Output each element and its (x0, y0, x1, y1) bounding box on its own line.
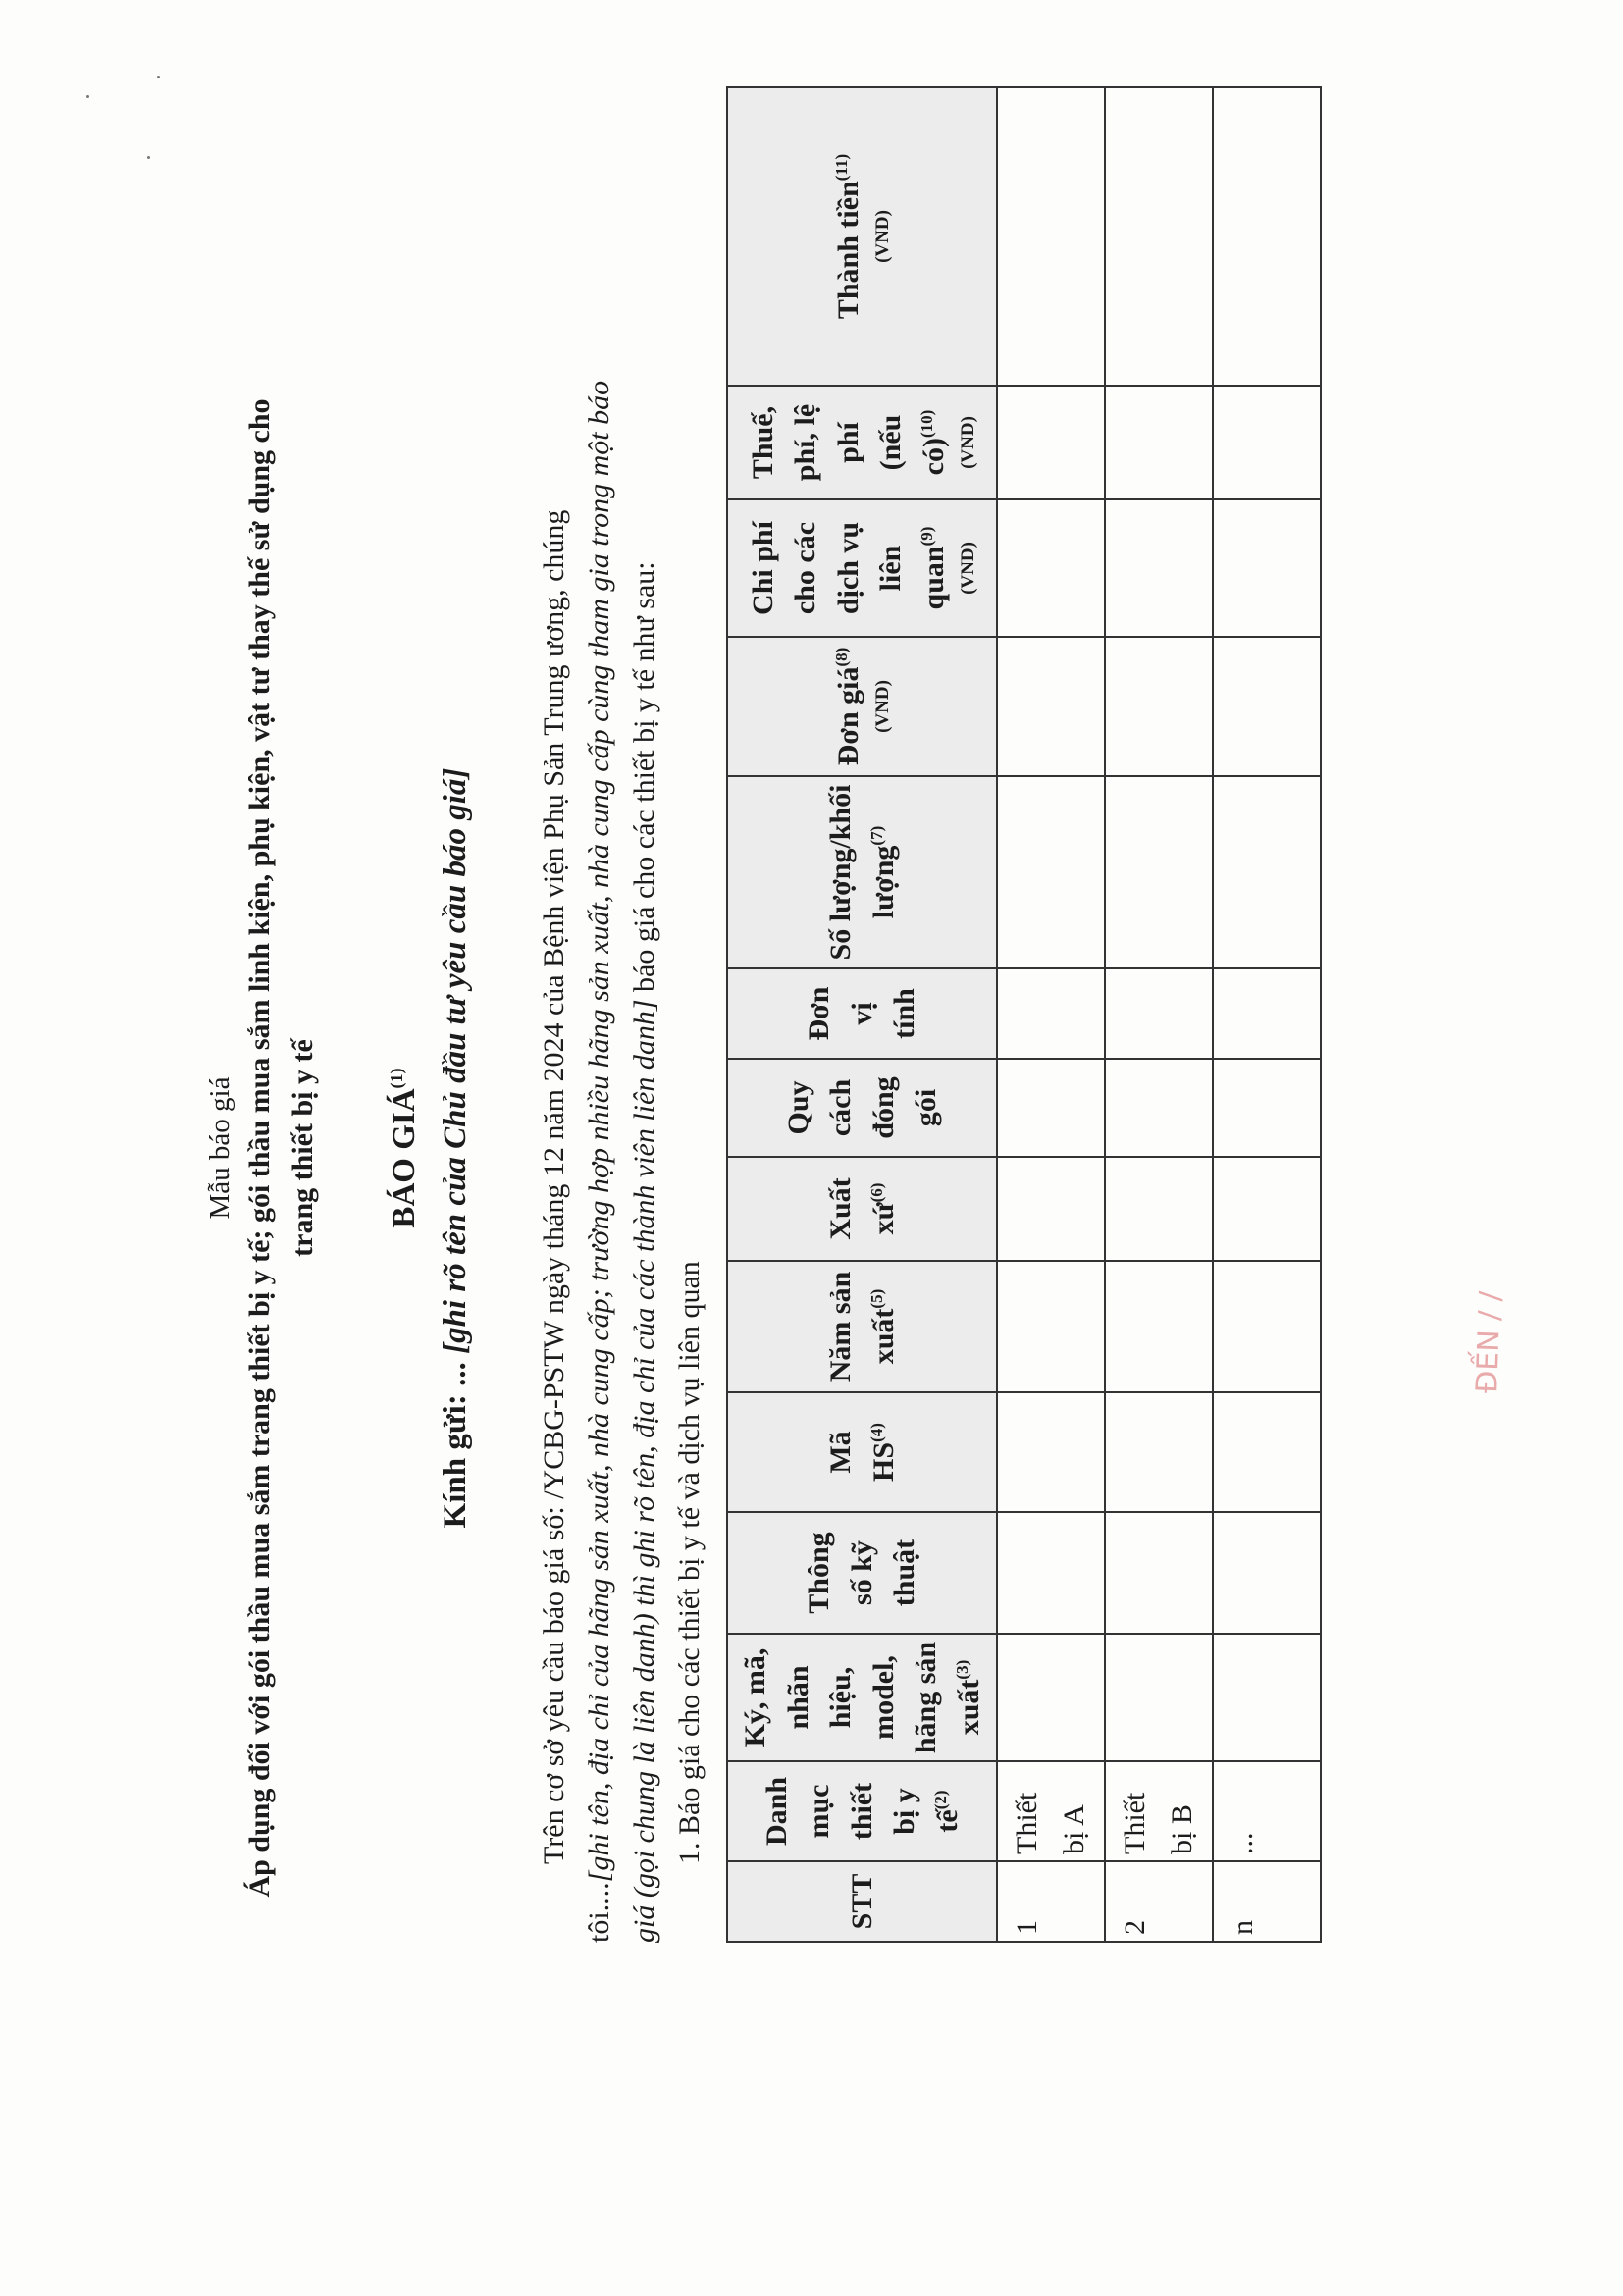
addressee-prefix: Kính gửi: ... (438, 1353, 473, 1529)
body-line-2-italic: [ghi tên, địa chỉ của hãng sản xuất, nhà cung cấp; trường hợp nhiều hãng sản xuất, nhà cung cấp cùng tham gia trong một báo (583, 380, 615, 1883)
table-row (1213, 87, 1321, 1942)
section-1-heading: 1. Báo giá cho các thiết bị y tế và dịch vụ liên quan (673, 1261, 706, 1864)
addressee-line (438, 0, 474, 2296)
col-header-stt: STT (727, 1861, 997, 1942)
body-line-3-italic: giá (gọi chung là liên danh) thì ghi rõ tên, địa chỉ của các thành viên liên danh] (628, 999, 660, 1943)
col-header-nam-san-xuat: Năm sản xuất$^{(5)}$ (727, 1261, 997, 1392)
cell-item: Thiết bị B (1105, 1761, 1213, 1861)
table-header-row (727, 87, 997, 1942)
col-header-thong-so: Thông số kỹ thuật (727, 1512, 997, 1634)
title-footnote: (1) (387, 1068, 406, 1089)
body-line-3-end: báo giá cho các thiết bị y tế như sau: (628, 561, 660, 1000)
body-line-2 (583, 381, 616, 1943)
form-name: Mẫu báo giá (204, 1076, 236, 1220)
document-title (387, 0, 423, 2296)
addressee-value: [ghi rõ tên của Chủ đầu tư yêu cầu báo giá] (438, 767, 473, 1354)
col-header-xuat-xu: Xuất xứ$^{(6)}$ (727, 1157, 997, 1261)
table-row (1105, 87, 1213, 1942)
receipt-stamp-mark: ĐẾN / / (1470, 1290, 1508, 1394)
scan-speck (157, 76, 160, 78)
applies-to-line-2: trang thiết bị y tế (287, 1039, 319, 1257)
col-header-don-gia: Đơn giá$^{(8)}$ (VND) (727, 637, 997, 776)
cell-stt: 2 (1105, 1861, 1213, 1942)
col-header-ky-ma: Ký, mã, nhãn hiệu, model, hãng sản xuất$^{(3)}$ (727, 1634, 997, 1761)
quotation-table (726, 86, 1322, 1943)
col-header-danh-muc: Danh mục thiết bị y tế$^{(2)}$ (727, 1761, 997, 1861)
body-line-2-start: tôi.... (583, 1882, 615, 1943)
col-header-ma-hs: Mã HS$^{(4)}$ (727, 1392, 997, 1512)
col-header-chi-phi-dich-vu: Chi phí cho các dịch vụ liên quan$^{(9)}$ (VND) (727, 499, 997, 637)
cell-stt: 1 (997, 1861, 1105, 1942)
scan-speck (86, 95, 89, 98)
col-header-thanh-tien: Thành tiền$^{(11)}$ (VND) (727, 87, 997, 386)
body-line-1: Trên cơ sở yêu cầu báo giá số: /YCBG-PSTW ngày tháng 12 năm 2024 của Bệnh viện Phụ Sản Trung ương, chúng (538, 509, 570, 1864)
col-header-thue-phi: Thuế, phí, lệ phí (nếu có)$^{(10)}$ (VND) (727, 386, 997, 499)
cell-item: ... (1213, 1761, 1321, 1861)
col-header-quy-cach: Quy cách đóng gói (727, 1059, 997, 1157)
table-row (997, 87, 1105, 1942)
col-header-so-luong: Số lượng/khối lượng$^{(7)}$ (727, 776, 997, 968)
title-text: BÁO GIÁ (387, 1088, 422, 1228)
body-line-3 (628, 561, 661, 1943)
cell-item: Thiết bị A (997, 1761, 1105, 1861)
applies-to-line-1: Áp dụng đối với gói thầu mua sắm trang thiết bị y tế; gói thầu mua sắm linh kiện, phụ kiện, vật tư thay thế sử dụng cho (243, 398, 276, 1898)
col-header-don-vi-tinh: Đơn vị tính (727, 968, 997, 1059)
cell-stt: n (1213, 1861, 1321, 1942)
scan-speck (147, 156, 150, 159)
